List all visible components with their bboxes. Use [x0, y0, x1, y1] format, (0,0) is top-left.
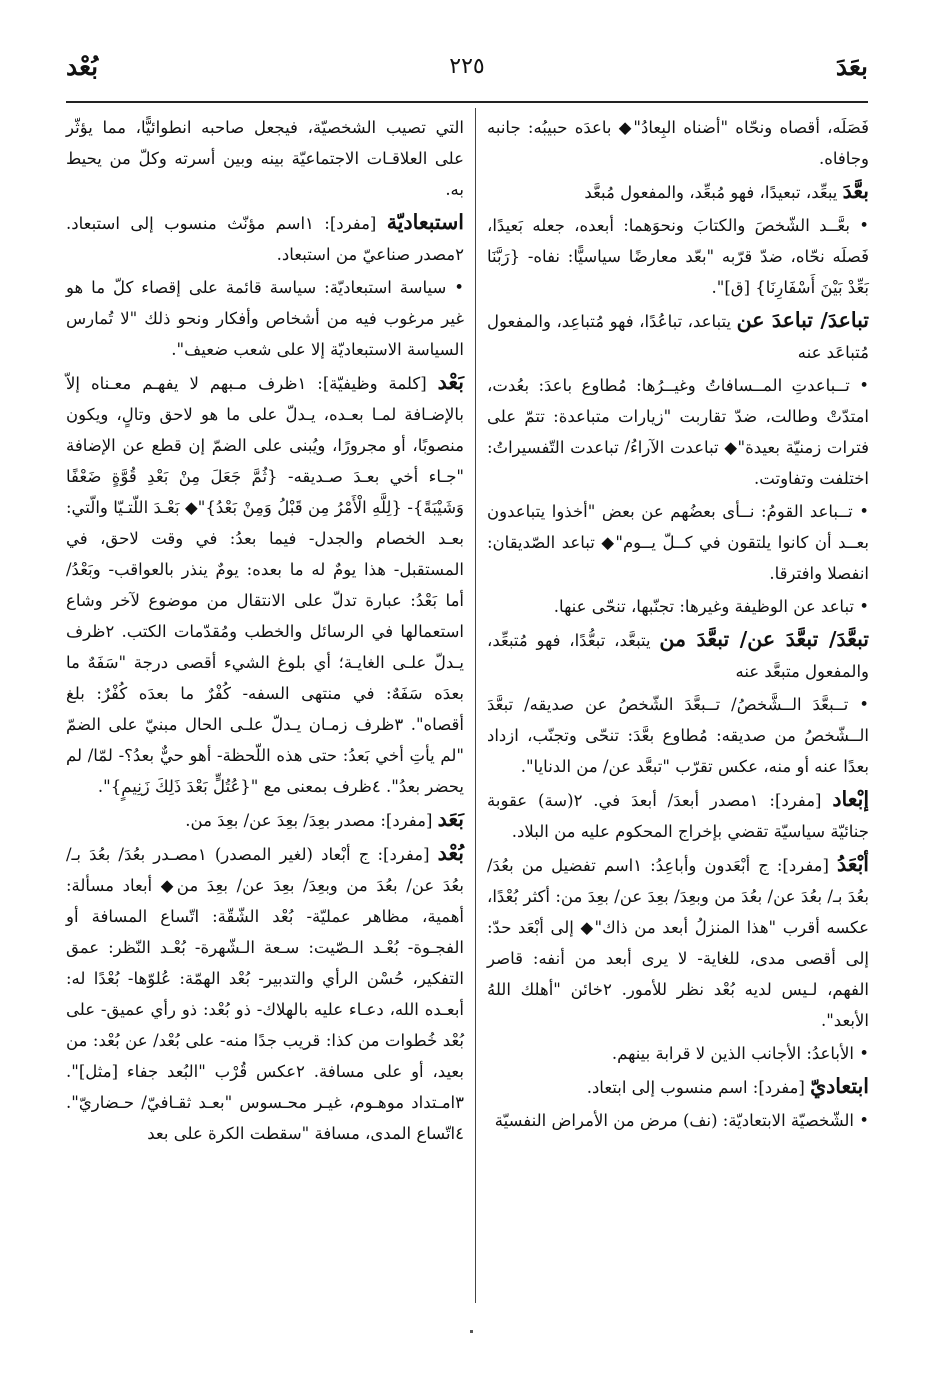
headword: بَعَد: [437, 807, 464, 831]
left-column: [66, 112, 464, 1151]
entry-paragraph: • تــباعدتِ المــسافاتُ وغيــرُها: مُطاوع باعدَ: بعُدت، امتدّتْ وطالت، ضدّ تقاربت "زيارات متباعدة: تتمّ على فترات زمنيّة بعيدة"◆ تباعدت الآراءُ/ تباعدت التّفسيراتُ: اختلفت وتفاوتت.: [487, 376, 869, 488]
entry-definition: [مفرد]: اسم منسوب إلى ابتعاد.: [586, 1078, 805, 1097]
page-number: ٢٢٥: [449, 54, 485, 79]
headword: إبْعاد: [832, 787, 870, 811]
entry-definition: يبعِّد، تبعيدًا، فهو مُبعِّد، والمفعول مُبعَّد: [584, 183, 838, 202]
headword: استبعاديّة: [386, 210, 464, 234]
entry-definition: [مفرد]: ١اسم مؤنّث منسوب إلى استبعاد. ٢مصدر صناعيّ من استبعاد.: [66, 214, 464, 264]
page-header: [66, 52, 868, 96]
entry-definition: [مفرد]: مصدر بعِدَ/ بعِدَ عن/ بعِدَ من.: [185, 811, 433, 830]
entry-paragraph: • تباعد عن الوظيفة وغيرها: تجنّبها، تنحّى عنها.: [553, 597, 869, 616]
entry-paragraph: فَصَلَه، أقصاه ونحّاه "أضناه البِعادُ"◆ باعدَه حبيبُه: جانبه وجافاه.: [487, 118, 869, 168]
entry-paragraph: [487, 624, 869, 687]
entry-paragraph: [487, 176, 869, 208]
entry-paragraph: [66, 804, 464, 836]
header-rule: [66, 101, 868, 103]
headword: ابتعاديّ: [810, 1074, 869, 1098]
headword: بَعْد: [437, 370, 464, 394]
entry-paragraph: [487, 849, 869, 1036]
entry-paragraph: [487, 305, 869, 368]
entry-paragraph: • الشّخصيّة الابتعاديّة: (نف) مرض من الأمراض النفسيّة: [494, 1111, 869, 1130]
entry-paragraph: • سياسة استبعاديّة: سياسة قائمة على إقصاء كلّ ما هو غير مرغوب فيه من أشخاص وأفكار ونحو ذلك "لا تُمارس السياسة الاستبعاديّة إلا على شعب ضعيف".: [66, 278, 464, 359]
headword: أبْعَدُ: [836, 852, 869, 876]
entry-paragraph: [487, 784, 869, 847]
entry-paragraph: • تــباعد القومُ: نــأى بعضُهم عن بعض "أخذوا يتباعدون بعــد أن كانوا يلتقون في كــلّ يــوم"◆ تباعد الصّديقان: انفصلا وافترقا.: [487, 502, 869, 583]
entry-paragraph: [66, 207, 464, 270]
entry-paragraph: • الأباعدُ: الأجانب الذين لا قرابة بينهم.: [611, 1044, 869, 1063]
scan-speck: [470, 1330, 473, 1333]
header-guide-word-left: بُعْد: [66, 52, 99, 81]
entry-paragraph: • بعَّــد الشّخصَ والكتابَ ونحوَهما: أبعده، جعله بَعيدًا، فَصلَه نحّاه، ضدّ قرّبه "بعّد معارضًا سياسيًّا: نفاه- {رَبَّنَا بَعِّدْ بَيْنَ أَسْفَارِنَا} [ق]".: [487, 216, 869, 297]
entry-paragraph: • تــبعَّدَ الــشَّخصُ/ تــبعَّدَ الشّخصُ عن صديقه/ تبعَّدَ الــشّخصُ من صديقه: مُطاوع بعَّدَ: تنحّى وتجنّب، ازداد بعدًا عنه أو منه، عكس تقرّب "تبعَّد عن/ من الدنايا".: [487, 695, 869, 776]
entry-paragraph: التي تصيب الشخصيّة، فيجعل صاحبه انطوائيًّا، مما يؤثّر على العلاقـات الاجتماعيّة بينه وبين أسرته وكلّ من يحيط به.: [66, 118, 464, 199]
entry-paragraph: [487, 1071, 869, 1103]
right-column: [487, 112, 869, 1138]
headword: تباعدَ/ تباعدَ عن: [736, 308, 870, 332]
entry-definition: [مفرد]: ١مصدر أبعدَ/ أبعدَ في. ٢(سة) عقوبة جنائيّة سياسيّة تقضي بإخراج المحكوم عليه من البلاد.: [487, 791, 869, 841]
entry-definition: [كلمة وظيفيّة]: ١ظرف مـبهم لا يفهـم معـناه إلاّ بالإضـافة لمـا بعـده، يـدلّ على ما هو لاحق وتالٍ، ويكون منصوبًا، أو مجرورًا، ويُبنى على الضمّ إن قطع عن الإضافة "جـاء أخي بعـدَ صـديقه- {ثُمَّ جَعَلَ مِنْ بَعْدِ قُوَّةٍ ضَعْفًا وَشَيْبَةً}- {لِلَّهِ الْأَمْرُ مِن قَبْلُ وَمِنْ بَعْدُ}"◆ بَعْـدَ اللّتـيّا والّتي: بعـد الخصام والجدل- فيما بعدُ: في وقت لاحق، في المستقبل- هذا يومٌ له ما بعده: يومٌ ينذر بالعواقب- وبَعْدُ/ أما بَعْدُ: عبارة تدلّ على الانتقال من موضوع لآخر وشاع استعمالها في الرسائل والخطب ومُقدّمات الكتب. ٢ظرف يـدلّ علـى الغايـة؛ أي بلوغ الشيء أقصى درجة "سَفَهٌ ما بعدَه سَفَهٌ: في منتهى السفه- كُفْرٌ ما بعدَه كُفْرٌ: بلغ أقصاه". ٣ظرف زمـان يـدلّ علـى الحال مبنيّ على الضمّ "لم يأتِ أخي بَعدُ: حتى هذه اللّحظة- أهو حيٌّ بعدُ؟- لمّا/ لم يحضر بعدُ". ٤ظرف بمعنى مع "{عُتُلٍّ بَعْدَ ذَلِكَ زَنِيمٍ}".: [66, 374, 464, 796]
header-guide-word-right: بعَدَ: [835, 52, 868, 81]
column-divider: [475, 108, 476, 1303]
entry-paragraph: [66, 367, 464, 802]
headword: تبعَّدَ/ تبعَّدَ عن/ تبعَّدَ من: [659, 627, 870, 651]
entry-definition: [مفرد]: ج أبْعَدون وأباعِدُ: ١اسم تفضيل من بعُدَ/ بعُدَ بـ/ بعُدَ عن/ بعُدَ من وبعِدَ/ بعِدَ عن/ بعِدَ من: أكثر بُعْدًا، عكسه أقرب "هذا المنزلُ أبعد من ذاك"◆ إلى أبْعَد حدّ: إلى أقصى مدى، للغاية- لا يرى أبعد من أنفه: قاصر الفهم، لـيس لديه بُعْد نظر للأمور. ٢خائن "أهلك اللهُ الأبعد".: [487, 856, 869, 1030]
headword: بُعْد: [437, 841, 464, 865]
entry-paragraph: [66, 838, 464, 1149]
entry-definition: يتباعد، تباعُدًا، فهو مُتباعِد، والمفعول مُتباعَد عنه: [487, 312, 869, 362]
headword: بعَّدَ: [842, 179, 869, 203]
entry-definition: يتبعَّد، تبعُّدًا، فهو مُتبعِّد، والمفعول متبعَّد عنه: [487, 631, 869, 681]
entry-definition: [مفرد]: ج أبْعاد (لغير المصدر) ١مصـدر بعُدَ/ بعُدَ بـ/ بعُدَ عن/ بعُدَ من وبعِدَ/ بعِدَ عن/ بعِدَ من◆ أبعاد مسألة: أهمية، مظاهر عمليّة- بُعْد الشّقّة: اتّساع المسافة أو الفجـوة- بُعْـد الـصّيت: سـعة الـشّهرة- بُعْـد النّظر: عمق التفكير، حُسْن الرأي والتدبير- بُعْد الهمّة: عُلوّها- بُعْدًا له: أبعـده الله، دعـاء عليه بالهلاك- ذو بُعْد: ذو رأي عميق- على بُعْد خُطوات من كذا: قريب جدًا منه- على بُعْد/ عن بُعْد: من بعيد، أو على مسافة. ٢عكس قُرْب "البُعد جفاء [مثل]". ٣امـتداد موهـوم، غيـر محـسوس "بعـد ثقـافيّ/ حـضاريّ". ٤اتّساع المدى، مسافة "سقطت الكرة على بعد: [66, 845, 464, 1143]
